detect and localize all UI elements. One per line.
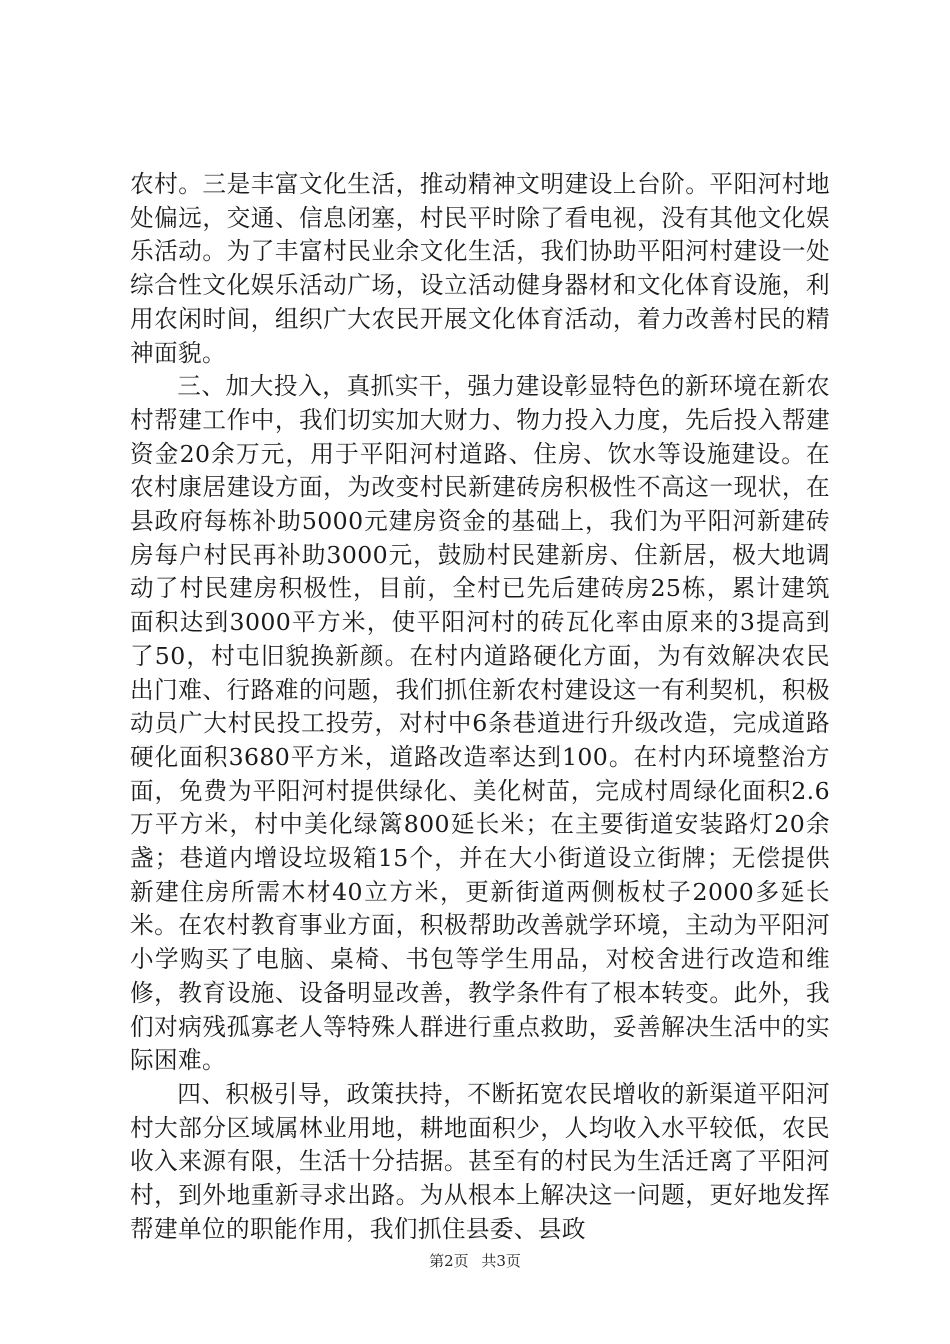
page-footer (0, 1250, 950, 1271)
paragraph-2: 三、加大投入，真抓实干，强力建设彰显特色的新环境在新农村帮建工作中，我们切实加大财力、物力投入力度，先后投入帮建资金20余万元，用于平阳河村道路、住房、饮水等设施建设。在农村康居建设方面，为改变村民新建砖房积极性不高这一现状，在县政府每栋补助5000元建房资金的基础上，我们为平阳河新建砖房每户村民再补助3000元，鼓励村民建新房、住新居，极大地调动了村民建房积极性，目前，全村已先后建砖房25栋，累计建筑面积达到3000平方米，使平阳河村的砖瓦化率由原来的3提高到了50，村屯旧貌换新颜。在村内道路硬化方面，为有效解决农民出门难、行路难的问题，我们抓住新农村建设这一有利契机，积极动员广大村民投工投劳，对村中6条巷道进行升级改造，完成道路硬化面积3680平方米，道路改造率达到100。在村内环境整治方面，免费为平阳河村提供绿化、美化树苗，完成村周绿化面积2.6万平方米，村中美化绿篱800延长米；在主要街道安装路灯20余盏；巷道内增设垃圾箱15个，并在大小街道设立街牌；无偿提供新建住房所需木材40立方米，更新街道两侧板杖子2000多延长米。在农村教育事业方面，积极帮助改善就学环境，主动为平阳河小学购买了电脑、桌椅、书包等学生用品，对校舍进行改造和维修，教育设施、设备明显改善，教学条件有了根本转变。此外，我们对病残孤寡老人等特殊人群进行重点救助，妥善解决生活中的实际困难。 (130, 372, 830, 1075)
body-text (130, 168, 830, 1247)
paragraph-3: 四、积极引导，政策扶持，不断拓宽农民增收的新渠道平阳河村大部分区域属林业用地，耕地面积少，人均收入水平较低，农民收入来源有限，生活十分拮据。甚至有的村民为生活迁离了平阳河村，到外地重新寻求出路。为从根本上解决这一问题，更好地发挥帮建单位的职能作用，我们抓住县委、县政 (130, 1079, 830, 1243)
page-total: 共3页 (481, 1252, 521, 1270)
page-number: 第2页 (429, 1252, 469, 1270)
paragraph-1: 农村。三是丰富文化生活，推动精神文明建设上台阶。平阳河村地处偏远，交通、信息闭塞，村民平时除了看电视，没有其他文化娱乐活动。为了丰富村民业余文化生活，我们协助平阳河村建设一处综合性文化娱乐活动广场，设立活动健身器材和文化体育设施，利用农闲时间，组织广大农民开展文化体育活动，着力改善村民的精神面貌。 (130, 170, 830, 367)
